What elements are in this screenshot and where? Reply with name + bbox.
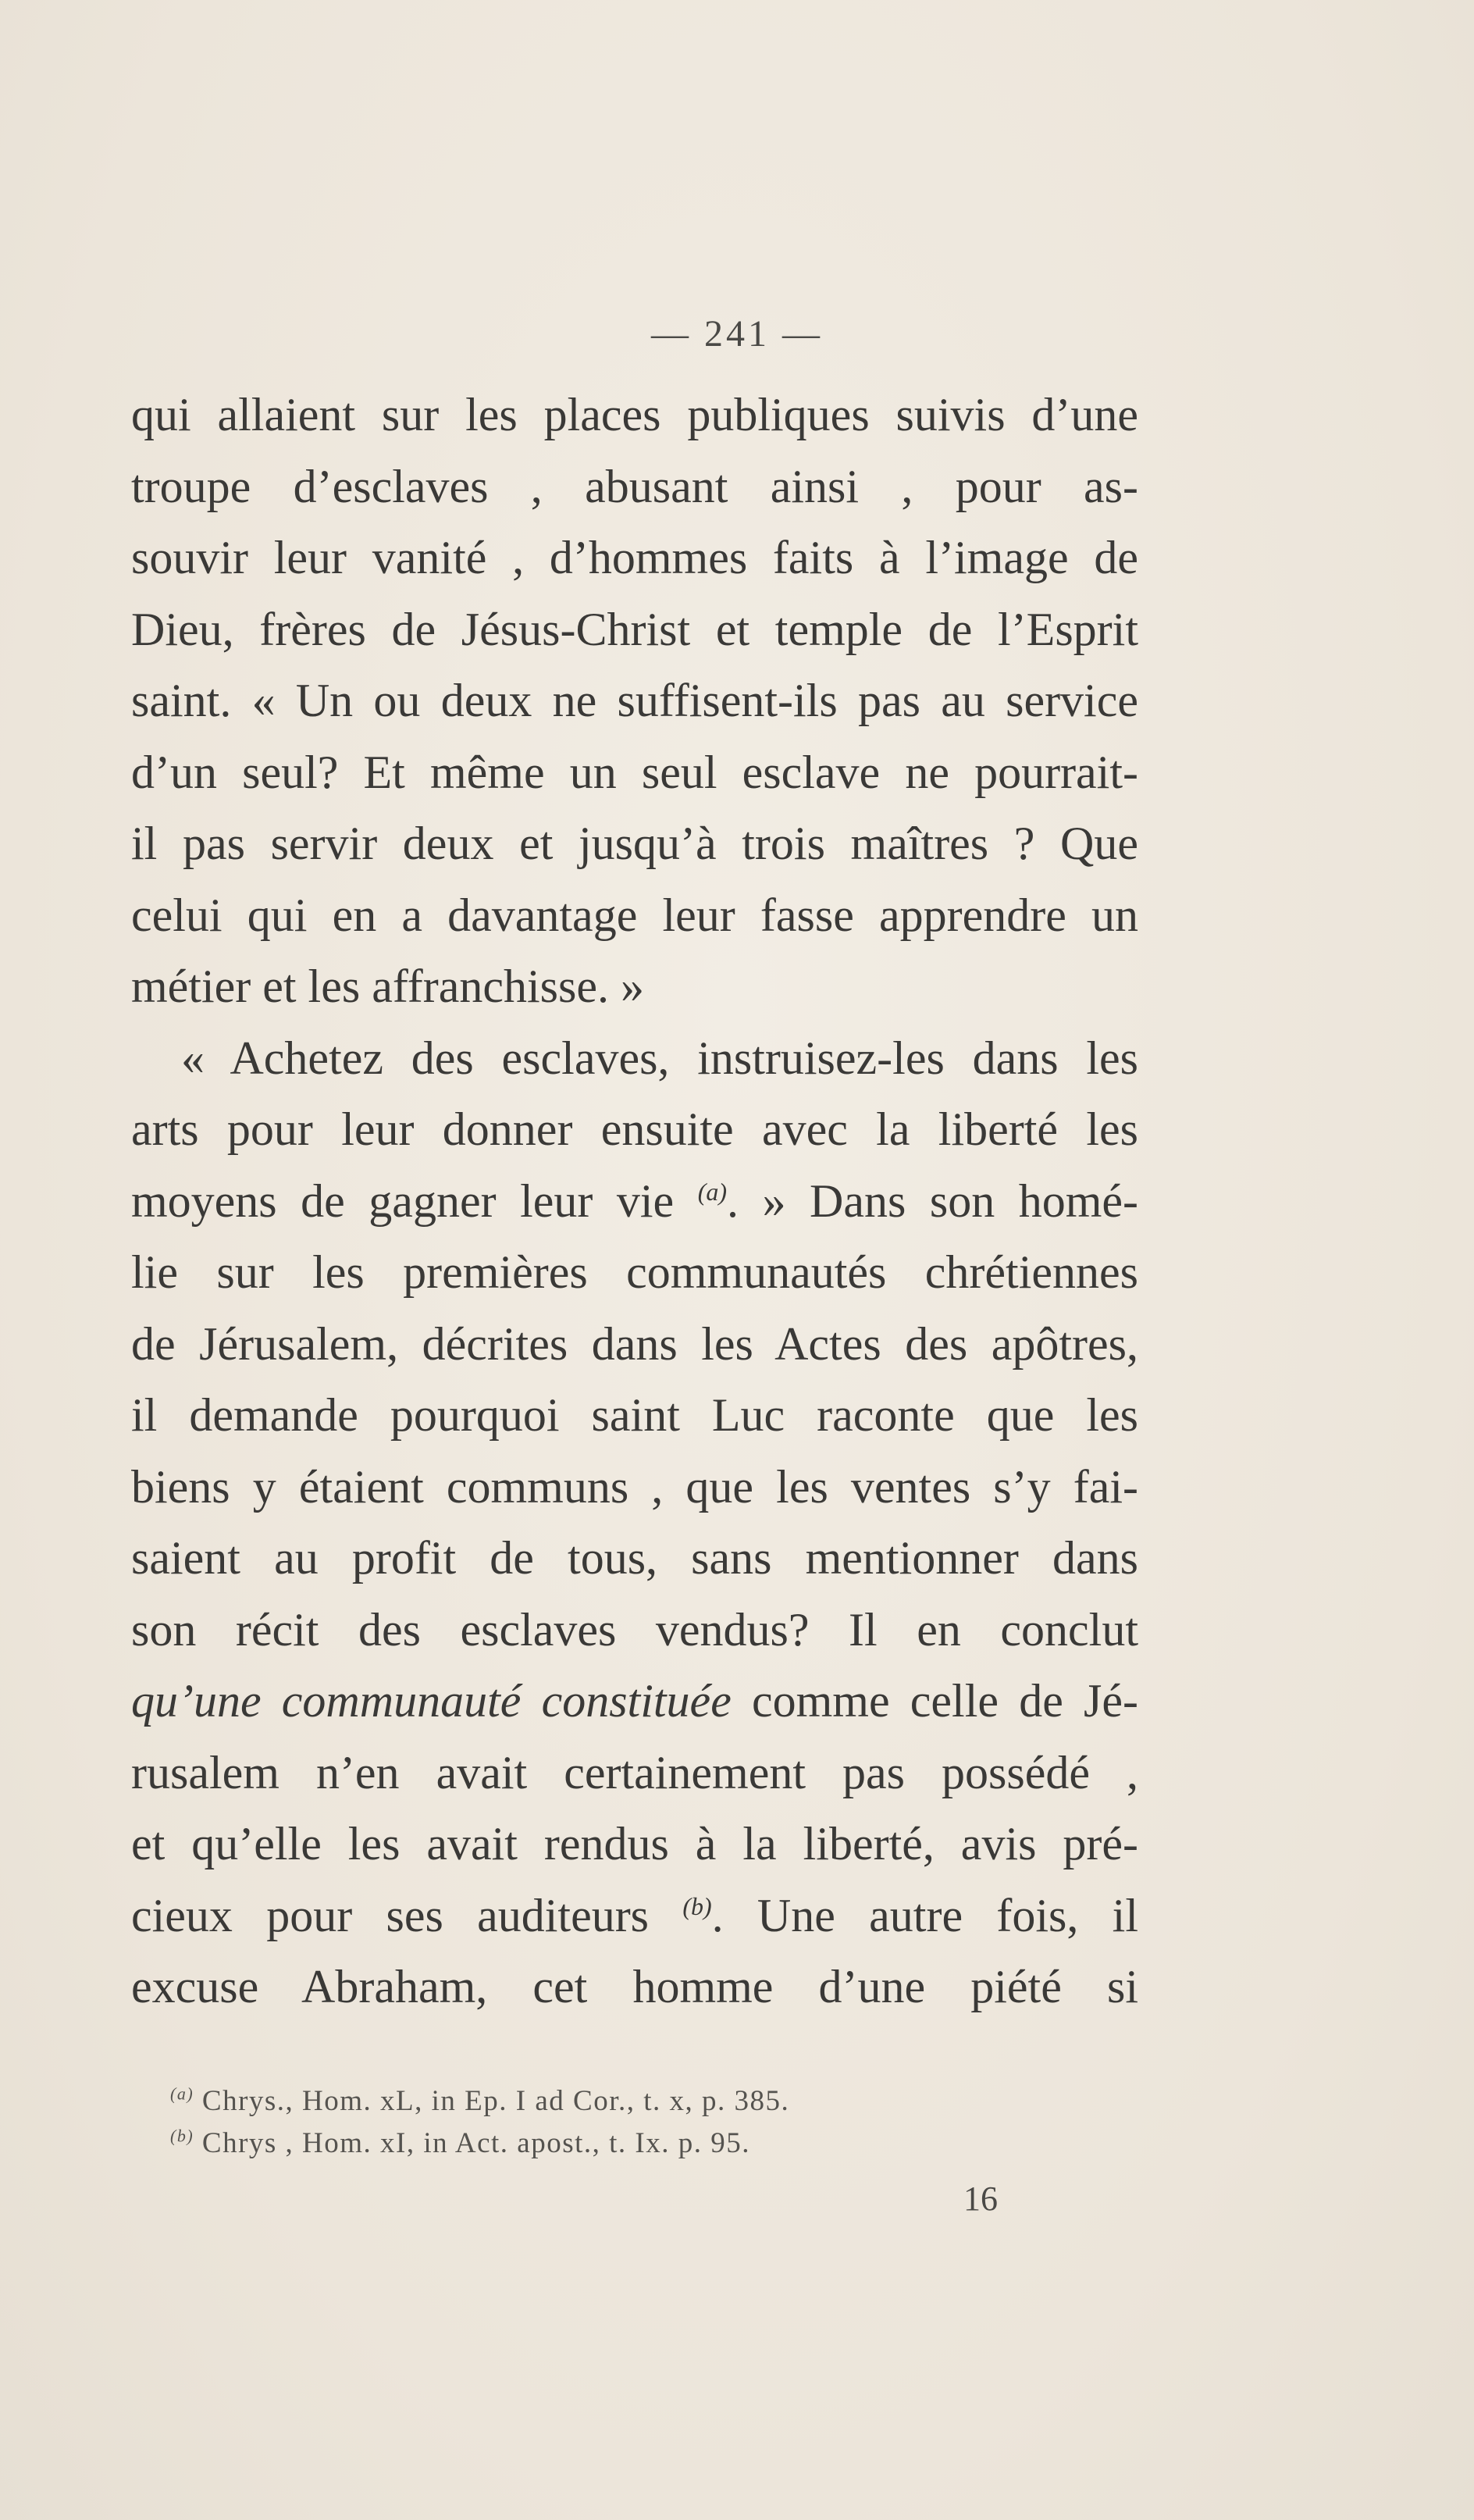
footnote-text: Chrys , Hom. xI, in Act. apost., t. Ix. p. 95. [194, 2127, 750, 2159]
text-segment: moyens de gagner leur vie [131, 1174, 698, 1227]
text-line [131, 1880, 1138, 1952]
footnote-ref-a: (a) [697, 1177, 727, 1206]
italic-phrase: qu’une communauté constituée [131, 1675, 732, 1727]
text-line: arts pour leur donner ensuite avec la liberté les [131, 1103, 1138, 1155]
text-line: qui allaient sur les places publiques suivis d’une [131, 389, 1138, 440]
text-line: saient au profit de tous, sans mentionner dans [131, 1532, 1138, 1584]
text-line: il pas servir deux et jusqu’à trois maîtres ? Que [131, 818, 1138, 869]
text-line: troupe d’esclaves , abusant ainsi , pour as- [131, 460, 1138, 512]
footnote-b [170, 2123, 967, 2165]
footnote-ref-b: (b) [682, 1891, 712, 1920]
footnote-mark: (a) [170, 2083, 194, 2104]
text-line: de Jérusalem, décrites dans les Actes des apôtres, [131, 1317, 1138, 1370]
text-segment: . » Dans son homé- [727, 1174, 1138, 1227]
footnote-a [170, 2080, 967, 2123]
text-line: rusalem n’en avait certainement pas possédé , [131, 1746, 1138, 1798]
text-line: d’un seul? Et même un seul esclave ne pourrait- [131, 746, 1138, 798]
text-line [131, 1666, 1138, 1738]
signature-mark: 16 [963, 2180, 998, 2218]
text-line: celui qui en a davantage leur fasse apprendre un [131, 889, 1138, 941]
text-segment: cieux pour ses auditeurs [131, 1889, 683, 1941]
text-line: Dieu, frères de Jésus-Christ et temple de l’Esprit [131, 603, 1138, 655]
text-line: lie sur les premières communautés chrétiennes [131, 1246, 1138, 1298]
text-line: il demande pourquoi saint Luc raconte que les [131, 1389, 1138, 1441]
text-line: biens y étaient communs , que les ventes s’y fai- [131, 1460, 1138, 1513]
text-line: et qu’elle les avait rendus à la liberté, avis pré- [131, 1818, 1138, 1870]
text-line: son récit des esclaves vendus? Il en conclut [131, 1603, 1138, 1656]
text-segment: comme celle de Jé- [731, 1675, 1138, 1727]
text-line: « Achetez des esclaves, instruisez-les dans les [181, 1032, 1138, 1084]
footnote-mark: (b) [170, 2126, 194, 2146]
text-line: excuse Abraham, cet homme d’une piété si [131, 1961, 1138, 2012]
footnotes [170, 2080, 967, 2165]
page-number: — 241 — [651, 313, 823, 355]
text-line: souvir leur vanité , d’hommes faits à l’image de [131, 532, 1138, 583]
text-line [131, 1166, 1138, 1238]
footnote-text: Chrys., Hom. xL, in Ep. I ad Cor., t. x, p. 385. [194, 2085, 790, 2117]
text-line: métier et les affranchisse. » [131, 961, 644, 1012]
text-segment: . Une autre fois, il [711, 1889, 1138, 1941]
body-text [131, 380, 1138, 2023]
text-line: saint. « Un ou deux ne suffisent-ils pas au service [131, 675, 1138, 726]
